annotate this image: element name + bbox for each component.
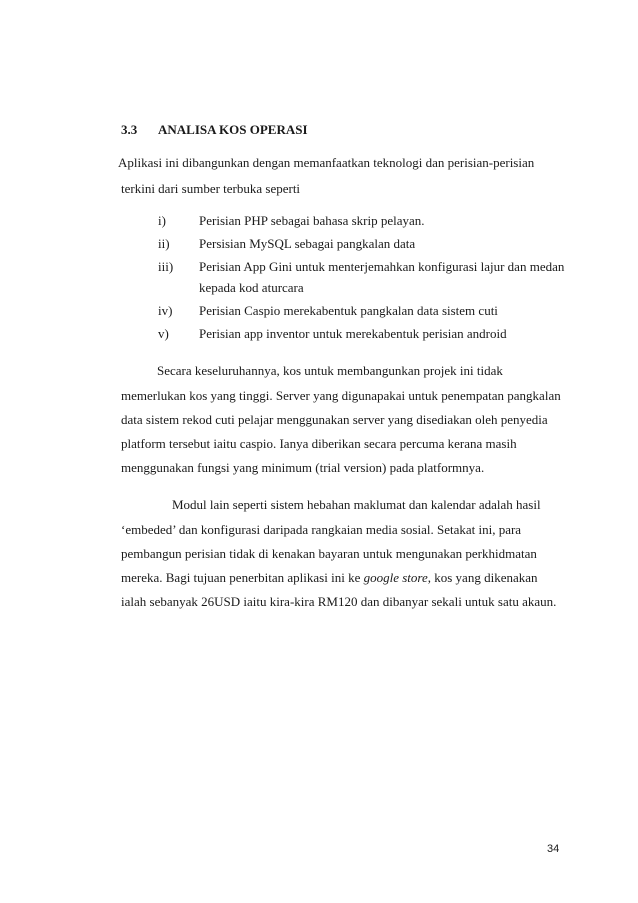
list-item-3-number: iii): [158, 259, 174, 274]
para2-line-4-before: mereka. Bagi tujuan penerbitan aplikasi ini ke: [121, 570, 364, 585]
section-title: ANALISA KOS OPERASI: [158, 122, 308, 137]
list-item-1-number: i): [158, 213, 166, 228]
intro-line-2: terkini dari sumber terbuka seperti: [121, 181, 301, 196]
para1-line-2: memerlukan kos yang tinggi. Server yang digunapakai untuk penempatan pangkalan: [121, 388, 561, 403]
intro-line-1: Aplikasi ini dibangunkan dengan memanfaatkan teknologi dan perisian-perisian: [118, 155, 535, 170]
list-item-4-text: Perisian Caspio merekabentuk pangkalan data sistem cuti: [199, 303, 498, 318]
section-number: 3.3: [121, 122, 138, 137]
para1-line-3: data sistem rekod cuti pelajar menggunakan server yang disediakan oleh penyedia: [121, 412, 548, 427]
para2-line-2: ‘embeded’ dan konfigurasi daripada rangkaian media sosial. Setakat ini, para: [121, 522, 522, 537]
para2-line-5: ialah sebanyak 26USD iaitu kira-kira RM120 dan dibanyar sekali untuk satu akaun.: [121, 594, 557, 609]
page-number: 34: [547, 843, 560, 855]
para2-line-4: [121, 570, 538, 586]
list-item-4-number: iv): [158, 303, 173, 318]
list-item-2-text: Persisian MySQL sebagai pangkalan data: [199, 236, 416, 251]
list-item-3-text-continued: kepada kod aturcara: [199, 280, 304, 295]
para2-line-4-after: , kos yang dikenakan: [427, 570, 538, 585]
list-item-5-number: v): [158, 326, 169, 341]
para2-line-3: pembangun perisian tidak di kenakan bayaran untuk mengunakan perkhidmatan: [121, 546, 537, 561]
list-item-5-text: Perisian app inventor untuk merekabentuk perisian android: [199, 326, 507, 341]
para1-line-4: platform tersebut iaitu caspio. Ianya diberikan secara percuma kerana masih: [121, 436, 517, 451]
list-item-1-text: Perisian PHP sebagai bahasa skrip pelayan.: [199, 213, 425, 228]
para2-line-1: Modul lain seperti sistem hebahan maklumat dan kalendar adalah hasil: [172, 497, 541, 512]
google-store-term: google store: [363, 570, 428, 585]
para1-line-1: Secara keseluruhannya, kos untuk membangunkan projek ini tidak: [157, 363, 503, 378]
section-heading: [121, 122, 308, 138]
para1-line-5: menggunakan fungsi yang minimum (trial version) pada platformnya.: [121, 460, 485, 475]
list-item-3-text: Perisian App Gini untuk menterjemahkan konfigurasi lajur dan medan: [199, 259, 565, 274]
list-item-2-number: ii): [158, 236, 170, 251]
